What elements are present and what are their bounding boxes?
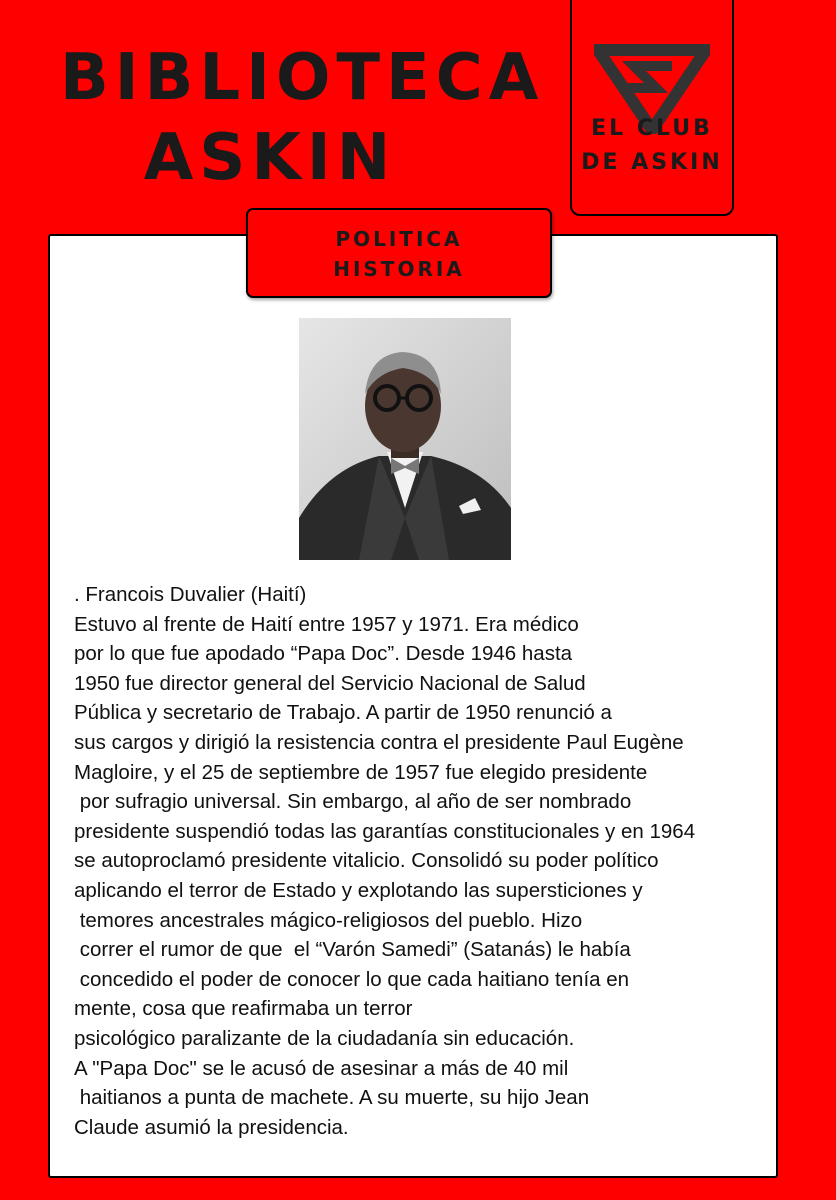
bio-line: Magloire, y el 25 de septiembre de 1957 fue elegido presidente — [74, 760, 648, 784]
bio-line: aplicando el terror de Estado y explotando las supersticiones y — [74, 878, 643, 902]
page-title — [60, 38, 545, 198]
tag-politica: POLITICA — [335, 227, 463, 251]
portrait-photo — [299, 318, 511, 560]
bio-line: correr el rumor de que el “Varón Samedi” (Satanás) le había — [74, 938, 631, 962]
bio-line: por lo que fue apodado “Papa Doc”. Desde 1946 hasta — [74, 642, 573, 666]
bio-line: A "Papa Doc" se le acusó de asesinar a más de 40 mil — [74, 1056, 569, 1080]
bio-line: . Francois Duvalier (Haití) — [74, 583, 307, 606]
title-line-2: ASKIN — [143, 121, 397, 195]
club-name-line-1: EL CLUB — [591, 116, 713, 141]
biography-text — [74, 580, 774, 1142]
bio-line: haitianos a punta de machete. A su muerte, su hijo Jean — [74, 1086, 590, 1110]
bio-line: Estuvo al frente de Haití entre 1957 y 1971. Era médico — [74, 612, 579, 636]
bio-line: Claude asumió la presidencia. — [74, 1115, 349, 1139]
bio-line: psicológico paralizante de la ciudadanía sin educación. — [74, 1026, 575, 1050]
bio-line: presidente suspendió todas las garantías constitucionales y en 1964 — [74, 819, 696, 843]
bio-line: sus cargos y dirigió la resistencia contra el presidente Paul Eugène — [74, 730, 684, 754]
club-name-line-2: DE ASKIN — [581, 150, 723, 175]
tag-historia: HISTORIA — [333, 257, 465, 281]
bio-line: Pública y secretario de Trabajo. A partir de 1950 renunció a — [74, 701, 612, 725]
bio-line: se autoproclamó presidente vitalicio. Consolidó su poder político — [74, 849, 659, 873]
club-name — [572, 112, 732, 180]
bio-line: concedido el poder de conocer lo que cada haitiano tenía en — [74, 967, 630, 991]
bio-line: temores ancestrales mágico-religiosos del pueblo. Hizo — [74, 908, 583, 932]
club-badge — [570, 0, 734, 216]
bio-line: por sufragio universal. Sin embargo, al año de ser nombrado — [74, 790, 632, 814]
title-line-1: BIBLIOTECA — [60, 41, 545, 115]
category-tag — [246, 208, 552, 298]
bio-line: 1950 fue director general del Servicio Nacional de Salud — [74, 671, 586, 695]
bio-line: mente, cosa que reafirmaba un terror — [74, 997, 413, 1021]
